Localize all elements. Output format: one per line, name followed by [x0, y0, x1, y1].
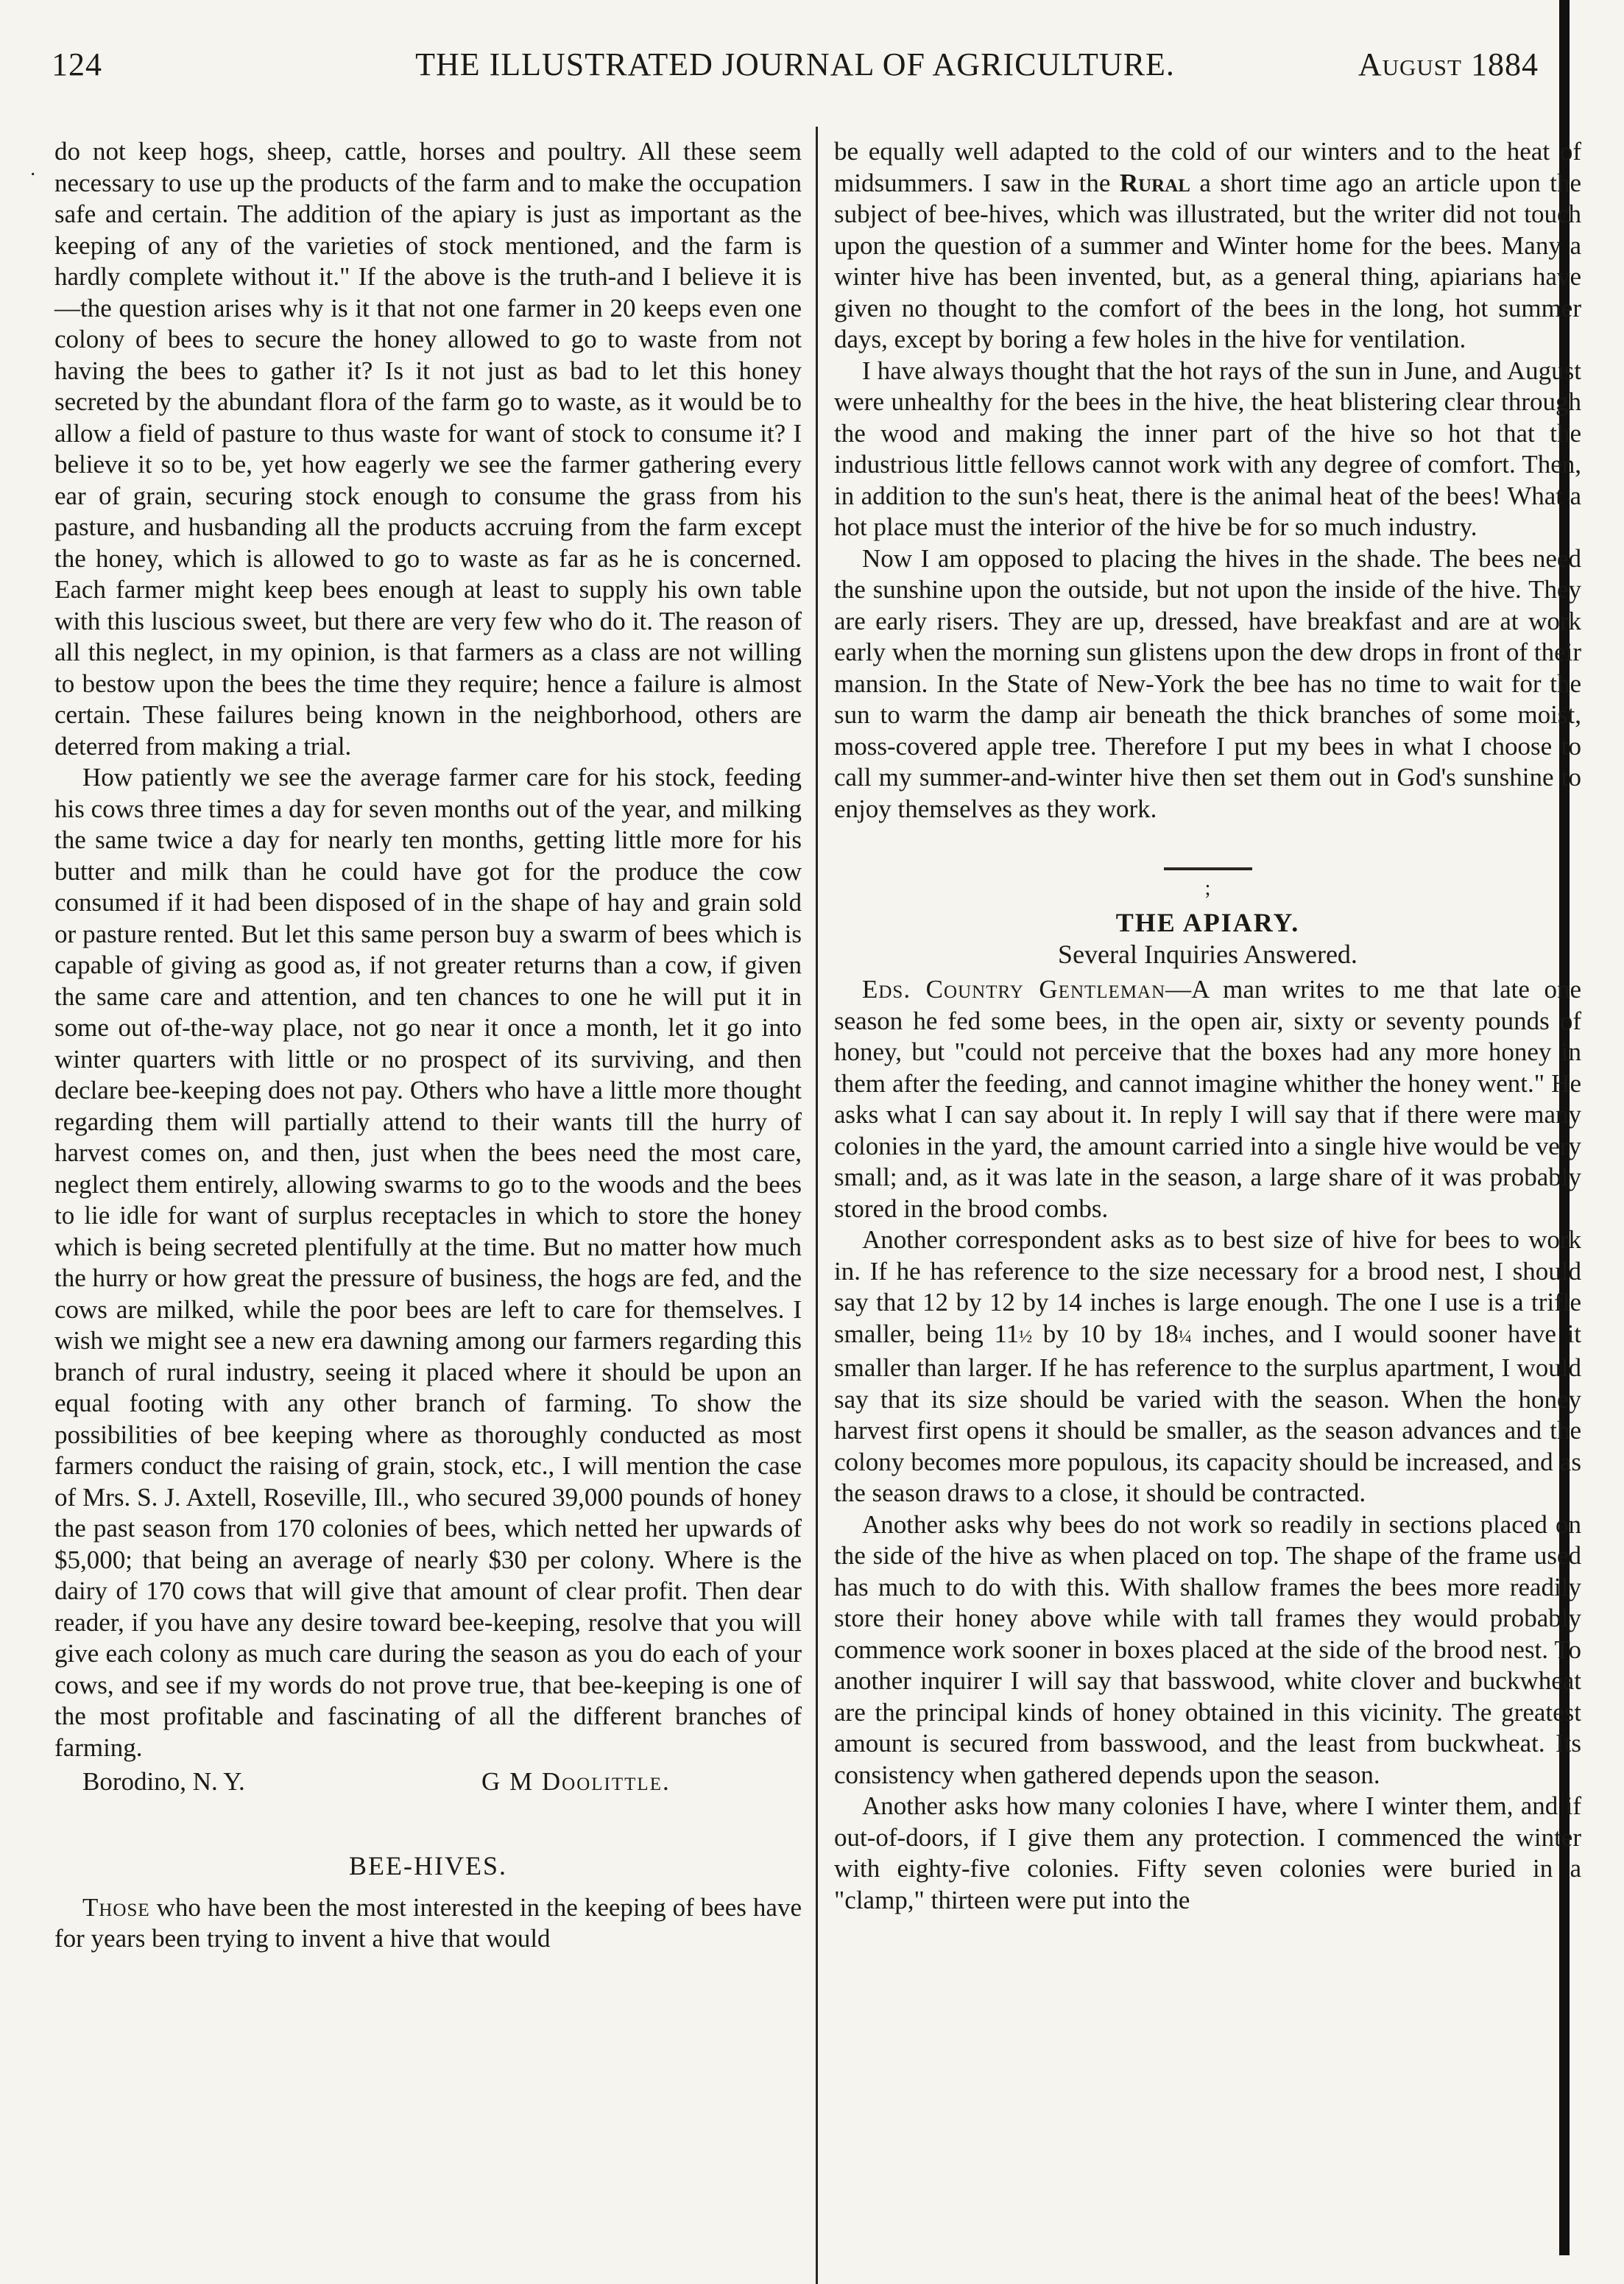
paragraph-text: a short time ago an article upon the subject of bee-hives, which was illustrated, but the writer did not touch upon the question of a summer and Winter home for the bees. Many a winter hive has been invented, but, as a general thing, apiarians have given no thought to the comfort of the bees in the long, hot summer days, except by boring a few holes in the hive for ventilation. — [834, 168, 1581, 353]
paragraph-text: Another correspondent asks as to best size of hive for bees to work in. If he has reference to the size necessary for a brood nest, I should say that 12 by 12 by 14 inches is large enough. The one I use is a trifle smaller, being 11 — [834, 1225, 1581, 1348]
paragraph — [54, 1892, 802, 1955]
paragraph: I have always thought that the hot rays of the sun in June, and August were unhealthy for the bees in the hive, the heat blistering clear through the wood and making the inner part of the hive so hot that the industrious little fellows cannot work with any degree of comfort. Then, in addition to the sun's heat, there is the animal heat of the bees! What a hot place must the interior of the hive be for so much industry. — [834, 356, 1581, 541]
margin-dot-mark: · — [29, 163, 37, 186]
section-divider — [1164, 867, 1252, 870]
paragraph: Now I am opposed to placing the hives in the shade. The bees need the sunshine upon the outside, but not upon the inside of the hive. They are early risers. They are up, dressed, have breakfast and are at work early when the morning sun glistens upon the dew drops in front of their mansion. In the State of New-York the bee has no time to wait for the sun to warm the damp air beneath the thick branches of some moist, moss-covered apple tree. Therefore I put my bees in what I choose to call my summer-and-winter hive then set them out in God's sunshine to enjoy themselves as they work. — [834, 543, 1581, 823]
divider-mark: ; — [1204, 877, 1211, 900]
page-number: 124 — [52, 46, 102, 82]
paragraph: Another asks why bees do not work so readily in sections placed on the side of the hive as when placed on top. The shape of the frame used has much to do with this. With shallow frames the bees more readily store their honey above while with tall frames they would probably commence work sooner in boxes placed at the side of the brood nest. To another inquirer I will say that basswood, white clover and buckwheat are the principal kinds of honey obtained in this vicinity. The greatest amount is secured from basswood, and the least from buckwheat. Its consistency when gathered depends upon the season. — [834, 1509, 1581, 1789]
issue-date: August 1884 — [1358, 46, 1539, 82]
publication-name: Rural — [1119, 168, 1190, 197]
lead-word: Those — [82, 1892, 150, 1922]
paragraph: How patiently we see the average farmer care for his stock, feeding his cows three times a day for seven months out of the year, and milking the same twice a day for nearly ten months, getting little more for his butter and milk than he could have got for the produce the cow consumed if it had been disposed of in the shape of hay and grain sold or pasture rented. But let this same person buy a swarm of bees which is capable of giving as good as, if not greater returns than a cow, if given the same care and attention, and ten chances to one he will put it in some out of-the-way place, not go near it once a month, let it go into winter quarters with little or no prospect of its surviving, and then declare bee-keeping does not pay. Others who have a little more thought regarding them will partially attend to their wants till the hurry of harvest comes on, and then, just when the bees need the most care, neglect them entirely, allowing swarms to go to the woods and the bees to lie idle for want of surplus receptacles in which to store the honey which is being secreted plentifully at the time. But no matter how much the hurry or how great the pressure of business, the hogs are fed, and the cows are milked, while the poor bees are left to care for themselves. I wish we might see a new era dawning among our farmers regarding this branch of rural industry, seeing it placed where it should be upon an equal footing with any other branch of farming. To show the possibilities of bee keeping where as thoroughly conducted as most farmers conduct the raising of grain, stock, etc., I will mention the case of Mrs. S. J. Axtell, Roseville, Ill., who secured 39,000 pounds of honey the past season from 170 colonies of bees, which netted her upwards of $5,000; that being an average of nearly $30 per colony. Where is the dairy of 170 cows that will give that amount of clear profit. Then dear reader, if you have any desire toward bee-keeping, resolve that you will give each colony as much care during the season as you do each of your cows, and see if my words do not prove true, that bee-keeping is one of the most profitable and fascinating of all the different branches of farming. — [54, 763, 802, 1762]
paragraph-text: who have been the most interested in the keeping of bees have for years been trying to invent a hive that would — [54, 1892, 802, 1953]
column-divider — [816, 127, 818, 2284]
fraction: ¼ — [1178, 1327, 1192, 1347]
page-header — [52, 46, 1539, 90]
section-subheading: Several Inquiries Answered. — [1058, 939, 1358, 969]
paragraph-text: inches, and I would sooner have it smaller than larger. If he has reference to the surplus apartment, I would say that its size should be varied with the season. When the honey harvest first opens it should be smaller, as the season advances and the colony becomes more populous, its capacity should be increased, and as the season draws to a close, it should be contracted. — [834, 1319, 1582, 1507]
salutation: Eds. Country Gentleman — [862, 975, 1166, 1004]
signature-place: Borodino, N. Y. — [82, 1767, 245, 1796]
paragraph: Another asks how many colonies I have, where I winter them, and if out-of-doors, if I give them any protection. I commenced the winter with eighty-five colonies. Fifty seven colonies were buried in a "clamp," thirteen were put into the — [834, 1791, 1581, 1914]
fraction: ½ — [1019, 1327, 1033, 1347]
right-column — [834, 136, 1581, 1916]
section-heading-bee-hives: BEE-HIVES. — [349, 1851, 507, 1881]
paragraph — [834, 136, 1581, 356]
paragraph-text: be equally well adapted to the cold of our winters and to the heat of midsummers. I saw in the — [834, 137, 1581, 197]
signature-line — [54, 1766, 802, 1799]
paragraph-text: —A man writes to me that late one season he fed some bees, in the open air, sixty or seventy pounds of honey, but "could not perceive that the boxes had any more honey in them after the feeding, and cannot imagine whither the honey went." He asks what I can say about it. In reply I will say that if there were many colonies in the yard, the amount carried into a single hive would be very small; and, as it was late in the season, a large share of it was probably stored in the brood combs. — [834, 975, 1582, 1223]
paragraph — [834, 974, 1581, 1224]
left-column — [54, 136, 802, 1955]
paragraph: do not keep hogs, sheep, cattle, horses and poultry. All these seem necessary to use up the products of the farm and to make the occupation safe and certain. The addition of the apiary is just as important as the keeping of any of the varieties of stock mentioned, and the farm is hardly complete without it." If the above is the truth-and I believe it is —the question arises why is it that not one farmer in 20 keeps even one colony of bees to secure the honey allowed to go to waste from not having the bees to gather it? Is it not just as bad to let this honey secreted by the abundant flora of the farm go to waste, as it would be to allow a field of pasture to thus waste for want of stock to consume it? I believe it so to be, yet how eagerly we see the farmer gathering every ear of grain, securing stock enough to consume the grass from his pasture, and husbanding all the products accruing from the farm except the honey, which is allowed to go to waste as far as he is concerned. Each farmer might keep bees enough at least to supply his own table with this luscious sweet, but there are very few who do it. The reason of all this neglect, in my opinion, is that farmers as a class are not willing to bestow upon the bees the time they require; hence a failure is almost certain. These failures being known in the neighborhood, others are deterred from making a trial. — [54, 137, 802, 761]
paragraph-text: by 10 by 18 — [1032, 1319, 1179, 1348]
signature-author: G M Doolittle. — [481, 1767, 671, 1796]
section-heading-apiary: THE APIARY. — [1115, 908, 1300, 937]
paragraph — [834, 1224, 1581, 1509]
journal-title: THE ILLUSTRATED JOURNAL OF AGRICULTURE. — [415, 46, 1175, 82]
